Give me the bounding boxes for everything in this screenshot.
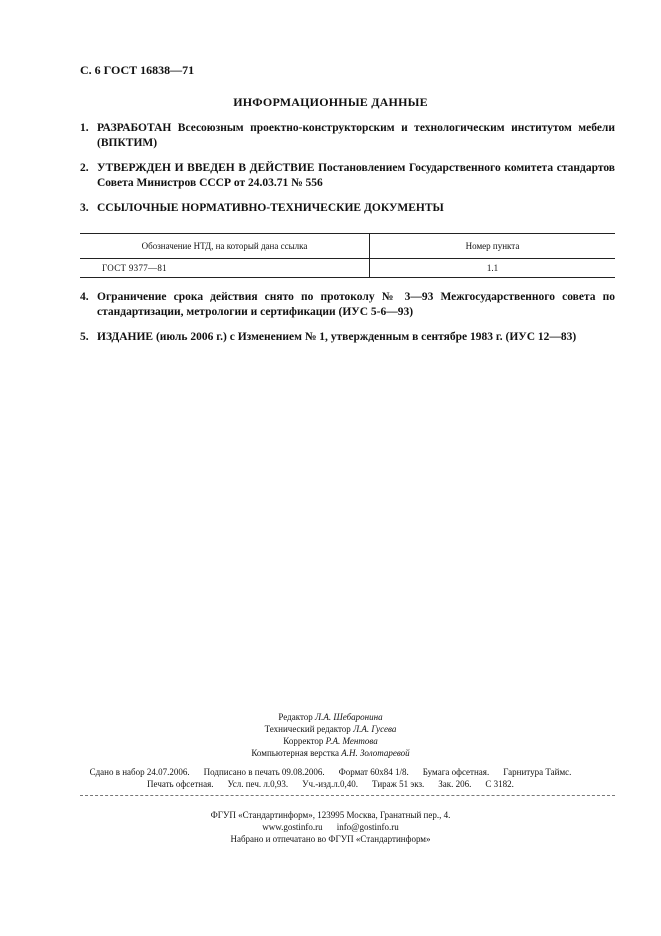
imprint-block [0,766,661,790]
item-lead: УТВЕРЖДЕН И ВВЕДЕН В ДЕЙСТВИЕ [97,162,315,174]
credit-corrector: Корректор Р.А. Ментова [283,736,378,746]
imprint-line-1: Сдано в набор 24.07.2006. Подписано в печать 09.08.2006. Формат 60х84 1/8. Бумага офсетная. Гарнитура Таймс. [89,767,572,777]
item-text: Всесоюзным проектно-конструкторским и технологическим институтом мебели (ВПКТИМ) [97,122,615,149]
item-lead: РАЗРАБОТАН [97,122,172,134]
table-cell: ГОСТ 9377—81 [80,259,370,278]
references-table [80,233,615,278]
item-lead: ССЫЛОЧНЫЕ НОРМАТИВНО-ТЕХНИЧЕСКИЕ ДОКУМЕНТЫ [97,202,444,214]
publisher-contacts [0,821,661,833]
credit-editor: Редактор Л.А. Шебаронина [278,712,383,722]
item-text: Ограничение срока действия снято по протоколу № 3—93 Межгосударственного совета по стандартизации, метрологии и сертификации (ИУС 5-6—93) [97,291,615,318]
table-row [80,259,615,278]
column-header: Номер пункта [370,234,616,259]
publisher-address: ФГУП «Стандартинформ», 123995 Москва, Гранатный пер., 4. [210,810,451,820]
page-title: ИНФОРМАЦИОННЫЕ ДАННЫЕ [233,95,428,109]
credits-block [0,711,661,759]
item-number: 5. [80,331,89,343]
publisher-email: info@gostinfo.ru [336,822,399,832]
list-item [80,161,615,191]
list-item [80,290,615,320]
table-cell: 1.1 [370,259,616,278]
table-header-row [80,234,615,259]
imprint-line-2: Печать офсетная. Усл. печ. л.0,93. Уч.-изд.л.0,40. Тираж 51 экз. Зак. 206. С 3182. [147,779,514,789]
list-item [80,330,615,345]
item-number: 3. [80,202,89,214]
item-number: 4. [80,291,89,303]
list-item [80,121,615,151]
item-text: Постановлением Государственного комитета стандартов Совета Министров СССР от 24.03.71 № 556 [97,162,615,189]
publisher-print-note: Набрано и отпечатано во ФГУП «Стандартинформ» [230,834,431,844]
divider [80,795,615,796]
column-header: Обозначение НТД, на который дана ссылка [80,234,370,259]
publisher-block [0,809,661,845]
item-number: 1. [80,122,89,134]
item-lead: ИЗДАНИЕ [97,331,154,343]
credit-tech-editor: Технический редактор Л.А. Гусева [264,724,397,734]
publisher-web: www.gostinfo.ru [262,822,323,832]
list-item [80,201,615,216]
page-header: С. 6 ГОСТ 16838—71 [80,63,195,77]
item-text: (июль 2006 г.) с Изменением № 1, утвержденным в сентябре 1983 г. (ИУС 12—83) [153,331,577,343]
item-number: 2. [80,162,89,174]
credit-layout: Компьютерная верстка А.Н. Золотаревой [251,748,410,758]
